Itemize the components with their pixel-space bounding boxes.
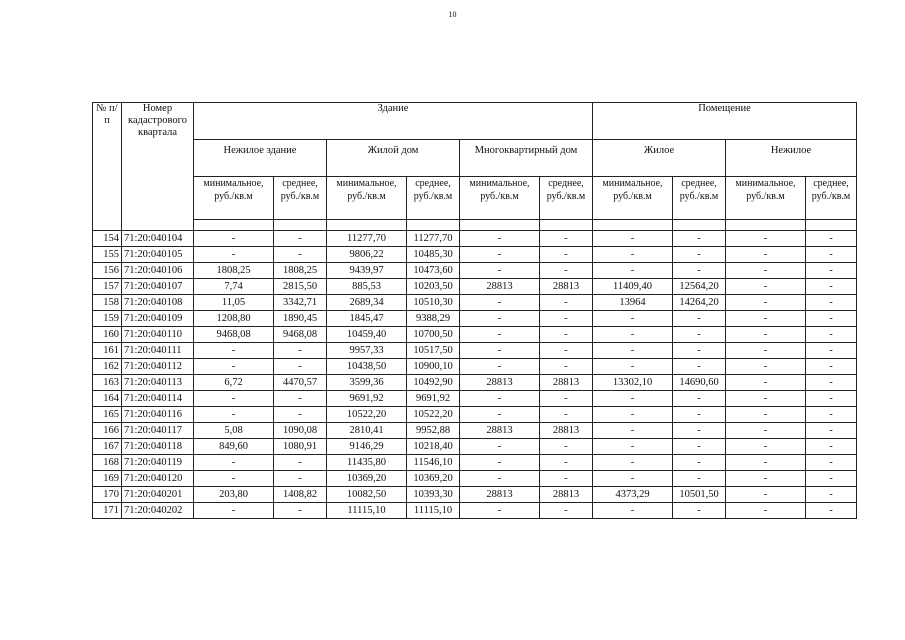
cell-nonres-building-min: 9468,08 (194, 327, 274, 343)
cell-apartment-min: - (460, 295, 540, 311)
cell-house-avg: 11115,10 (407, 503, 460, 519)
table-row (93, 407, 857, 423)
table-row (93, 391, 857, 407)
header-building: Здание (194, 103, 593, 140)
cell-house-avg: 10485,30 (407, 247, 460, 263)
cell-res-premises-avg: - (673, 423, 726, 439)
cell-res-premises-avg: - (673, 343, 726, 359)
cell-apartment-min: - (460, 311, 540, 327)
cell-nonres-premises-min: - (726, 407, 806, 423)
cell-apartment-min: - (460, 327, 540, 343)
header-type-nonresidential-building: Нежилое здание (194, 140, 327, 177)
cell-res-premises-avg: - (673, 327, 726, 343)
cell-apartment-avg: - (540, 231, 593, 247)
cell-house-avg: 10218,40 (407, 439, 460, 455)
cell-house-avg: 10203,50 (407, 279, 460, 295)
cell-res-premises-avg: - (673, 471, 726, 487)
cell-nonres-building-min: - (194, 359, 274, 375)
cell-nonres-building-avg: - (274, 231, 327, 247)
cell-nonres-premises-avg: - (806, 279, 857, 295)
cell-house-min: 10438,50 (327, 359, 407, 375)
cell-kadastr: 71:20:040109 (122, 311, 194, 327)
cell-house-avg: 10492,90 (407, 375, 460, 391)
cell-nonres-premises-min: - (726, 359, 806, 375)
cell-num: 164 (93, 391, 122, 407)
cell-nonres-building-avg: 3342,71 (274, 295, 327, 311)
cell-nonres-building-avg: 2815,50 (274, 279, 327, 295)
table-row (93, 471, 857, 487)
cell-nonres-building-avg: 1408,82 (274, 487, 327, 503)
cell-house-avg: 11277,70 (407, 231, 460, 247)
header-avg: среднее, руб./кв.м (274, 177, 327, 220)
cell-apartment-min: 28813 (460, 375, 540, 391)
cell-nonres-premises-min: - (726, 375, 806, 391)
cell-kadastr: 71:20:040201 (122, 487, 194, 503)
cell-apartment-min: 28813 (460, 279, 540, 295)
cell-res-premises-min: - (593, 343, 673, 359)
cell-house-avg: 9388,29 (407, 311, 460, 327)
cell-house-avg: 10900,10 (407, 359, 460, 375)
cell-nonres-premises-avg: - (806, 471, 857, 487)
header-type-apartment-building: Многоквартирный дом (460, 140, 593, 177)
cell-nonres-building-avg: 1090,08 (274, 423, 327, 439)
cell-num: 156 (93, 263, 122, 279)
cell-nonres-building-min: 1808,25 (194, 263, 274, 279)
header-min: минимальное, руб./кв.м (327, 177, 407, 220)
cell-nonres-building-avg: 4470,57 (274, 375, 327, 391)
cell-house-min: 9806,22 (327, 247, 407, 263)
cell-apartment-min: - (460, 343, 540, 359)
cell-nonres-building-avg: 9468,08 (274, 327, 327, 343)
cell-house-avg: 10522,20 (407, 407, 460, 423)
cell-apartment-min: 28813 (460, 487, 540, 503)
table-row (93, 231, 857, 247)
cell-nonres-premises-avg: - (806, 375, 857, 391)
header-kadastr: Номер кадастрового квартала (122, 103, 194, 231)
cell-house-avg: 10393,30 (407, 487, 460, 503)
cell-nonres-premises-min: - (726, 423, 806, 439)
cell-apartment-avg: - (540, 359, 593, 375)
cell-nonres-building-min: 11,05 (194, 295, 274, 311)
cell-nonres-building-avg: - (274, 407, 327, 423)
cell-nonres-premises-min: - (726, 439, 806, 455)
cell-apartment-avg: - (540, 407, 593, 423)
cell-house-min: 2689,34 (327, 295, 407, 311)
cell-apartment-min: - (460, 231, 540, 247)
cell-res-premises-avg: - (673, 311, 726, 327)
cell-house-min: 10522,20 (327, 407, 407, 423)
cell-nonres-building-avg: - (274, 359, 327, 375)
cell-nonres-building-avg: 1808,25 (274, 263, 327, 279)
cell-apartment-avg: - (540, 247, 593, 263)
cell-house-avg: 9952,88 (407, 423, 460, 439)
cell-nonres-premises-min: - (726, 311, 806, 327)
cell-kadastr: 71:20:040108 (122, 295, 194, 311)
header-num: № п/п (93, 103, 122, 231)
cell-nonres-premises-min: - (726, 455, 806, 471)
cell-apartment-avg: - (540, 311, 593, 327)
cell-nonres-premises-min: - (726, 295, 806, 311)
cell-apartment-min: - (460, 503, 540, 519)
cell-apartment-avg: 28813 (540, 487, 593, 503)
cell-apartment-avg: - (540, 439, 593, 455)
cell-res-premises-min: 4373,29 (593, 487, 673, 503)
cell-apartment-avg: 28813 (540, 423, 593, 439)
cell-house-min: 10082,50 (327, 487, 407, 503)
cell-nonres-building-min: 849,60 (194, 439, 274, 455)
cell-res-premises-avg: 12564,20 (673, 279, 726, 295)
cell-apartment-min: - (460, 455, 540, 471)
cell-nonres-premises-avg: - (806, 455, 857, 471)
cell-apartment-min: - (460, 247, 540, 263)
table-row (93, 247, 857, 263)
cell-house-avg: 10517,50 (407, 343, 460, 359)
cell-nonres-building-min: - (194, 231, 274, 247)
header-min: минимальное, руб./кв.м (593, 177, 673, 220)
cell-kadastr: 71:20:040202 (122, 503, 194, 519)
cell-house-avg: 10369,20 (407, 471, 460, 487)
cell-nonres-premises-min: - (726, 279, 806, 295)
cell-nonres-building-min: - (194, 455, 274, 471)
cell-res-premises-avg: - (673, 503, 726, 519)
cell-nonres-premises-avg: - (806, 487, 857, 503)
cell-kadastr: 71:20:040107 (122, 279, 194, 295)
cell-house-min: 9691,92 (327, 391, 407, 407)
cell-kadastr: 71:20:040110 (122, 327, 194, 343)
cell-house-avg: 9691,92 (407, 391, 460, 407)
cell-house-min: 11277,70 (327, 231, 407, 247)
cell-apartment-avg: - (540, 295, 593, 311)
table-body (93, 231, 857, 519)
cell-nonres-building-min: - (194, 471, 274, 487)
table-row (93, 503, 857, 519)
cell-nonres-building-avg: - (274, 455, 327, 471)
header-premises: Помещение (593, 103, 857, 140)
cell-num: 171 (93, 503, 122, 519)
cell-nonres-building-min: - (194, 343, 274, 359)
cell-kadastr: 71:20:040114 (122, 391, 194, 407)
cell-nonres-premises-avg: - (806, 343, 857, 359)
cell-nonres-premises-min: - (726, 231, 806, 247)
cell-nonres-premises-avg: - (806, 327, 857, 343)
cell-house-min: 1845,47 (327, 311, 407, 327)
cell-res-premises-min: 13964 (593, 295, 673, 311)
cell-nonres-premises-min: - (726, 487, 806, 503)
cell-nonres-premises-avg: - (806, 359, 857, 375)
cadastral-value-table (92, 102, 857, 519)
cell-nonres-premises-avg: - (806, 423, 857, 439)
cell-nonres-building-avg: - (274, 247, 327, 263)
cell-num: 168 (93, 455, 122, 471)
cell-res-premises-avg: - (673, 247, 726, 263)
cell-nonres-premises-avg: - (806, 295, 857, 311)
cell-house-avg: 11546,10 (407, 455, 460, 471)
cell-kadastr: 71:20:040113 (122, 375, 194, 391)
cell-apartment-min: - (460, 439, 540, 455)
cell-res-premises-avg: 14264,20 (673, 295, 726, 311)
cell-house-min: 9957,33 (327, 343, 407, 359)
cell-num: 170 (93, 487, 122, 503)
cell-num: 169 (93, 471, 122, 487)
cell-nonres-building-min: - (194, 247, 274, 263)
table-row (93, 295, 857, 311)
header-avg: среднее, руб./кв.м (407, 177, 460, 220)
table-row (93, 423, 857, 439)
cell-nonres-building-avg: - (274, 503, 327, 519)
cell-res-premises-avg: - (673, 455, 726, 471)
cell-num: 159 (93, 311, 122, 327)
cell-res-premises-min: - (593, 327, 673, 343)
cell-apartment-min: - (460, 359, 540, 375)
cell-num: 166 (93, 423, 122, 439)
cell-kadastr: 71:20:040112 (122, 359, 194, 375)
cell-apartment-avg: - (540, 455, 593, 471)
cell-apartment-min: - (460, 407, 540, 423)
cell-house-avg: 10700,50 (407, 327, 460, 343)
cell-nonres-premises-min: - (726, 471, 806, 487)
cell-kadastr: 71:20:040116 (122, 407, 194, 423)
cell-res-premises-min: 11409,40 (593, 279, 673, 295)
cell-house-min: 11435,80 (327, 455, 407, 471)
cell-nonres-premises-avg: - (806, 311, 857, 327)
cell-res-premises-min: - (593, 407, 673, 423)
cell-res-premises-avg: - (673, 263, 726, 279)
cell-res-premises-avg: - (673, 407, 726, 423)
cell-nonres-building-min: 1208,80 (194, 311, 274, 327)
cell-res-premises-avg: - (673, 439, 726, 455)
cell-num: 162 (93, 359, 122, 375)
cell-res-premises-min: 13302,10 (593, 375, 673, 391)
cell-nonres-building-min: 6,72 (194, 375, 274, 391)
cell-nonres-premises-min: - (726, 327, 806, 343)
cell-num: 165 (93, 407, 122, 423)
header-min: минимальное, руб./кв.м (460, 177, 540, 220)
cell-nonres-premises-avg: - (806, 439, 857, 455)
table-row (93, 375, 857, 391)
cell-house-min: 2810,41 (327, 423, 407, 439)
cell-apartment-avg: - (540, 263, 593, 279)
cell-nonres-building-avg: - (274, 471, 327, 487)
header-avg: среднее, руб./кв.м (540, 177, 593, 220)
cell-res-premises-avg: - (673, 231, 726, 247)
cell-house-min: 9146,29 (327, 439, 407, 455)
cell-res-premises-avg: 10501,50 (673, 487, 726, 503)
table-row (93, 279, 857, 295)
cell-nonres-premises-avg: - (806, 247, 857, 263)
cell-house-min: 9439,97 (327, 263, 407, 279)
table-row (93, 487, 857, 503)
header-min: минимальное, руб./кв.м (726, 177, 806, 220)
table-row (93, 263, 857, 279)
cell-num: 158 (93, 295, 122, 311)
cell-nonres-premises-avg: - (806, 231, 857, 247)
table-row (93, 327, 857, 343)
cell-res-premises-min: - (593, 231, 673, 247)
cell-house-avg: 10473,60 (407, 263, 460, 279)
header-type-nonresidential-premises: Нежилое (726, 140, 857, 177)
cell-res-premises-avg: - (673, 359, 726, 375)
cell-num: 154 (93, 231, 122, 247)
cell-nonres-building-avg: - (274, 343, 327, 359)
table-row (93, 359, 857, 375)
header-type-residential-house: Жилой дом (327, 140, 460, 177)
cell-num: 155 (93, 247, 122, 263)
cell-nonres-premises-min: - (726, 247, 806, 263)
cell-res-premises-min: - (593, 439, 673, 455)
header-avg: среднее, руб./кв.м (806, 177, 857, 220)
cell-nonres-building-avg: 1890,45 (274, 311, 327, 327)
cell-num: 163 (93, 375, 122, 391)
table-row (93, 455, 857, 471)
cell-apartment-avg: - (540, 343, 593, 359)
cell-nonres-building-min: - (194, 391, 274, 407)
cell-nonres-premises-avg: - (806, 503, 857, 519)
cell-nonres-premises-avg: - (806, 263, 857, 279)
table-row (93, 439, 857, 455)
cell-apartment-avg: - (540, 391, 593, 407)
cell-apartment-avg: 28813 (540, 375, 593, 391)
cell-kadastr: 71:20:040105 (122, 247, 194, 263)
page-number: 10 (448, 10, 457, 19)
cell-nonres-premises-avg: - (806, 407, 857, 423)
cell-res-premises-min: - (593, 503, 673, 519)
table-row (93, 343, 857, 359)
cell-nonres-premises-min: - (726, 343, 806, 359)
cell-nonres-premises-min: - (726, 263, 806, 279)
cell-apartment-min: - (460, 471, 540, 487)
cell-house-min: 10369,20 (327, 471, 407, 487)
cell-kadastr: 71:20:040118 (122, 439, 194, 455)
cell-res-premises-min: - (593, 311, 673, 327)
cell-apartment-avg: - (540, 327, 593, 343)
cell-house-avg: 10510,30 (407, 295, 460, 311)
cell-res-premises-min: - (593, 391, 673, 407)
cell-kadastr: 71:20:040106 (122, 263, 194, 279)
cell-kadastr: 71:20:040111 (122, 343, 194, 359)
header-type-residential-premises: Жилое (593, 140, 726, 177)
cell-num: 157 (93, 279, 122, 295)
cell-nonres-building-min: 203,80 (194, 487, 274, 503)
cell-res-premises-min: - (593, 423, 673, 439)
cell-nonres-building-min: 7,74 (194, 279, 274, 295)
cell-apartment-min: 28813 (460, 423, 540, 439)
cell-res-premises-avg: - (673, 391, 726, 407)
cell-res-premises-min: - (593, 247, 673, 263)
cell-kadastr: 71:20:040104 (122, 231, 194, 247)
header-min: минимальное, руб./кв.м (194, 177, 274, 220)
cell-nonres-building-min: - (194, 503, 274, 519)
cell-house-min: 11115,10 (327, 503, 407, 519)
header-avg: среднее, руб./кв.м (673, 177, 726, 220)
cell-apartment-min: - (460, 263, 540, 279)
cell-apartment-min: - (460, 391, 540, 407)
cell-num: 161 (93, 343, 122, 359)
cell-apartment-avg: 28813 (540, 279, 593, 295)
cell-res-premises-min: - (593, 359, 673, 375)
cell-apartment-avg: - (540, 503, 593, 519)
cell-kadastr: 71:20:040119 (122, 455, 194, 471)
cell-house-min: 3599,36 (327, 375, 407, 391)
cell-nonres-premises-min: - (726, 503, 806, 519)
cell-num: 160 (93, 327, 122, 343)
cell-house-min: 10459,40 (327, 327, 407, 343)
cell-res-premises-min: - (593, 471, 673, 487)
cell-kadastr: 71:20:040117 (122, 423, 194, 439)
cell-nonres-building-avg: 1080,91 (274, 439, 327, 455)
cell-nonres-building-min: - (194, 407, 274, 423)
cell-nonres-building-avg: - (274, 391, 327, 407)
cell-apartment-avg: - (540, 471, 593, 487)
cell-nonres-premises-min: - (726, 391, 806, 407)
cell-nonres-building-min: 5,08 (194, 423, 274, 439)
cell-house-min: 885,53 (327, 279, 407, 295)
cell-res-premises-min: - (593, 455, 673, 471)
cell-nonres-premises-avg: - (806, 391, 857, 407)
table-row (93, 311, 857, 327)
cell-kadastr: 71:20:040120 (122, 471, 194, 487)
cell-res-premises-avg: 14690,60 (673, 375, 726, 391)
cell-num: 167 (93, 439, 122, 455)
cell-res-premises-min: - (593, 263, 673, 279)
